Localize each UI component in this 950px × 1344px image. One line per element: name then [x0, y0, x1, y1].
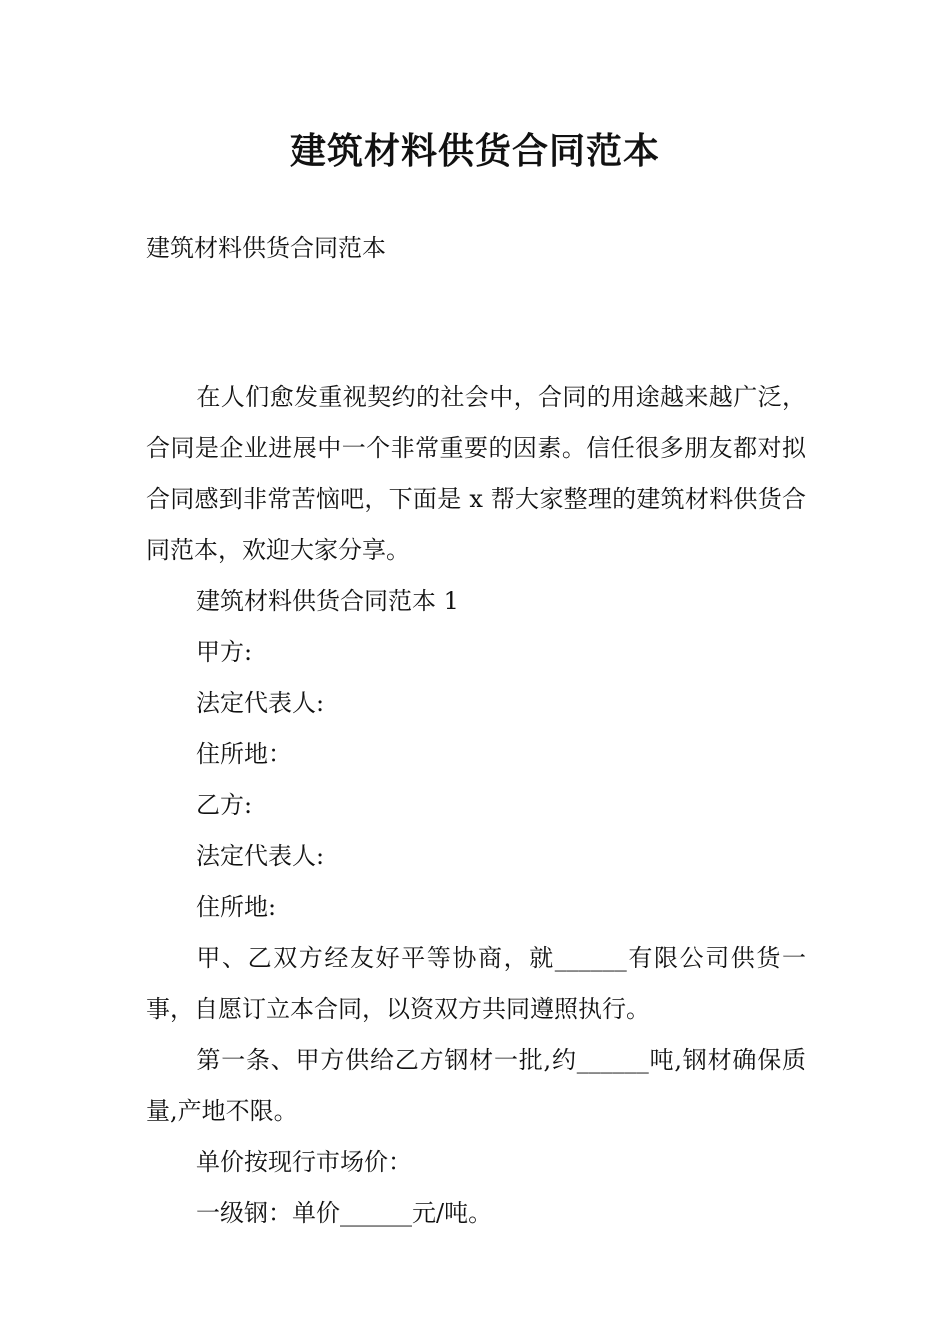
party-a-representative: 法定代表人: — [196, 689, 325, 717]
party-a-label: 甲方: — [196, 638, 253, 666]
party-b-label: 乙方: — [196, 791, 253, 819]
party-b-address: 住所地: — [196, 893, 277, 921]
document-title: 建筑材料供货合同范本 — [289, 130, 660, 172]
document-body — [146, 372, 806, 1239]
document-subtitle: 建筑材料供货合同范本 — [146, 234, 386, 262]
intro-paragraph: 在人们愈发重视契约的社会中，合同的用途越来越广泛，合同是企业进展中一个非常重要的因素。信任很多朋友都对拟合同感到非常苦恼吧，下面是 x 帮大家整理的建筑材料供货合同范本，欢迎大家分享。 — [146, 383, 806, 564]
article-one-paragraph: 第一条、甲方供给乙方钢材一批,约______吨,钢材确保质量,产地不限。 — [146, 1046, 806, 1125]
party-a-address: 住所地： — [196, 740, 292, 768]
agreement-paragraph: 甲、乙双方经友好平等协商，就______有限公司供货一事，自愿订立本合同，以资双方共同遵照执行。 — [146, 944, 806, 1023]
unit-price-line: 单价按现行市场价： — [196, 1148, 412, 1176]
section-heading: 建筑材料供货合同范本 1 — [196, 587, 459, 615]
grade-one-steel-line: 一级钢：单价______元/吨。 — [196, 1199, 493, 1227]
party-b-representative: 法定代表人: — [196, 842, 325, 870]
